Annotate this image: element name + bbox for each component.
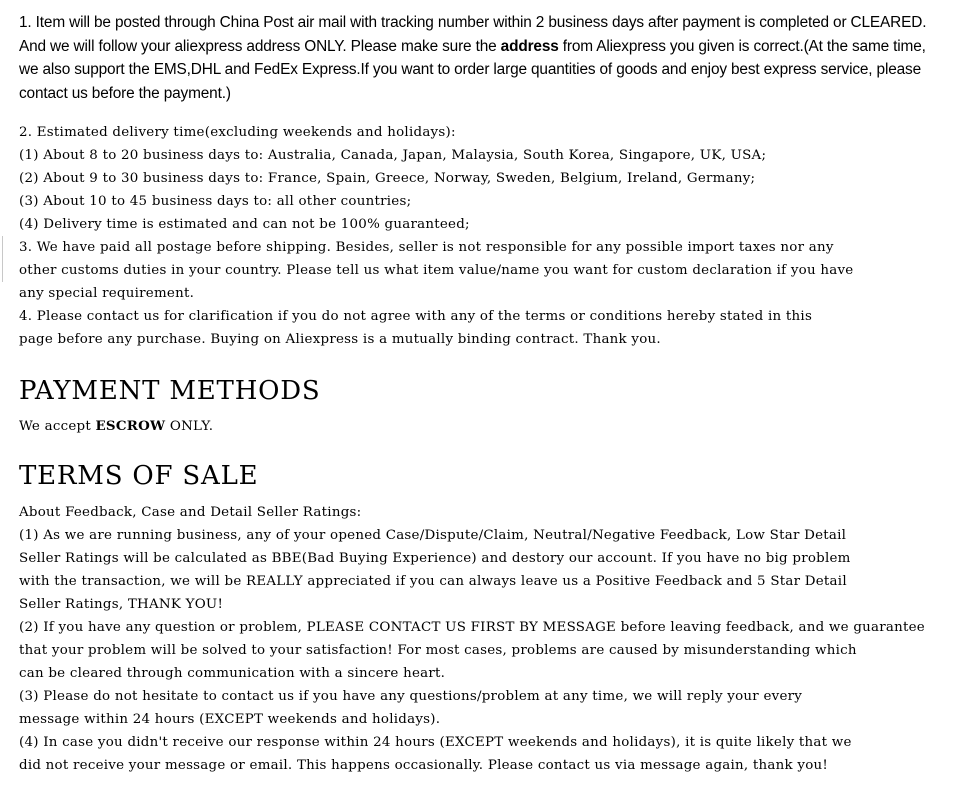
terms-line: (2) If you have any question or problem, PLEASE CONTACT US FIRST BY MESSAGE before leaving feedback, and we guarantee <box>19 620 925 635</box>
address-emphasis: address <box>500 37 559 55</box>
delivery-item: (1) About 8 to 20 business days to: Australia, Canada, Japan, Malaysia, South Korea, Singapore, UK, USA; <box>19 148 767 163</box>
delivery-item: (4) Delivery time is estimated and can not be 100% guaranteed; <box>19 217 470 232</box>
delivery-item: (2) About 9 to 30 business days to: France, Spain, Greece, Norway, Sweden, Belgium, Ireland, Germany; <box>19 171 756 186</box>
terms-of-sale-heading: TERMS OF SALE <box>19 461 259 491</box>
shipping-line-3: we also support the EMS,DHL and FedEx Express.If you want to order large quantities of goods and enjoy best express service, please <box>19 61 922 79</box>
delivery-heading: 2. Estimated delivery time(excluding weekends and holidays): <box>19 125 456 140</box>
terms-line: message within 24 hours (EXCEPT weekends and holidays). <box>19 712 441 727</box>
postage-line: other customs duties in your country. Please tell us what item value/name you want for custom declaration if you have <box>19 263 854 278</box>
contact-line: page before any purchase. Buying on Aliexpress is a mutually binding contract. Thank you. <box>19 332 661 347</box>
terms-line: (4) In case you didn't receive our response within 24 hours (EXCEPT weekends and holidays), it is quite likely that we <box>19 735 852 750</box>
terms-line: Seller Ratings, THANK YOU! <box>19 597 224 612</box>
terms-line: (1) As we are running business, any of your opened Case/Dispute/Claim, Neutral/Negative Feedback, Low Star Detail <box>19 528 847 543</box>
terms-line: Seller Ratings will be calculated as BBE(Bad Buying Experience) and destory our account. If you have no big problem <box>19 551 851 566</box>
shipping-line-2-end: from Aliexpress you given is correct.(At the same time, <box>558 37 926 55</box>
escrow-method: ESCROW <box>95 418 166 434</box>
delivery-item: (3) About 10 to 45 business days to: all other countries; <box>19 194 412 209</box>
shipping-line-1: 1. Item will be posted through China Post air mail with tracking number within 2 business days after payment is completed or CLEARED. <box>19 14 927 31</box>
terms-line: (3) Please do not hesitate to contact us if you have any questions/problem at any time, we will reply your every <box>19 689 803 704</box>
payment-accept-line <box>19 415 213 438</box>
shipping-line-2-start: And we will follow your aliexpress address ONLY. Please make sure the <box>19 37 501 55</box>
shipping-line-2 <box>19 35 944 59</box>
postage-line: 3. We have paid all postage before shipping. Besides, seller is not responsible for any possible import taxes nor any <box>19 240 834 255</box>
payment-accept-prefix: We accept <box>19 419 96 434</box>
payment-accept-suffix: ONLY. <box>165 419 214 434</box>
shipping-line-4: contact us before the payment.) <box>19 84 231 102</box>
terms-line: that your problem will be solved to your satisfaction! For most cases, problems are caused by misunderstanding which <box>19 643 857 658</box>
terms-line: did not receive your message or email. This happens occasionally. Please contact us via message again, thank you! <box>19 758 829 773</box>
payment-methods-heading: PAYMENT METHODS <box>19 376 321 406</box>
left-margin-rule <box>2 236 3 282</box>
terms-line: can be cleared through communication with a sincere heart. <box>19 666 446 681</box>
postage-line: any special requirement. <box>19 286 195 301</box>
contact-line: 4. Please contact us for clarification if you do not agree with any of the terms or conditions hereby stated in this <box>19 309 813 324</box>
delivery-section <box>19 121 944 351</box>
terms-line: with the transaction, we will be REALLY appreciated if you can always leave us a Positive Feedback and 5 Star Detail <box>19 574 847 589</box>
terms-section <box>19 501 934 777</box>
shipping-section <box>19 11 944 105</box>
terms-intro: About Feedback, Case and Detail Seller Ratings: <box>19 505 362 520</box>
